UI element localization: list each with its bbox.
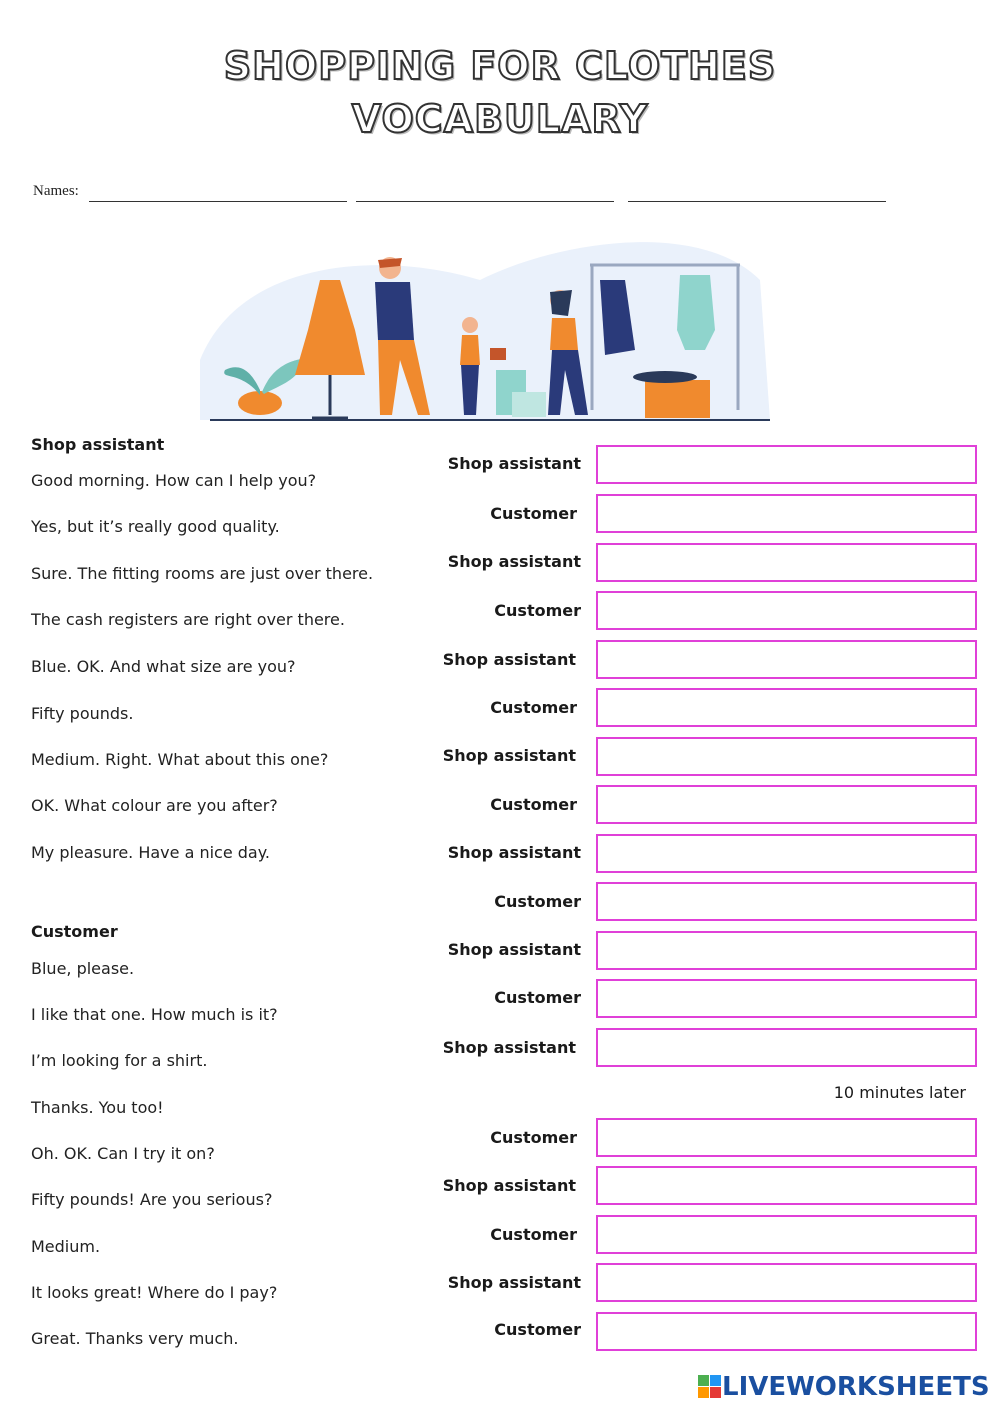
shop-assistant-phrase: Sure. The fitting rooms are just over there.	[31, 564, 374, 583]
dialogue-answer-box[interactable]	[596, 1118, 977, 1157]
name-line-1[interactable]	[89, 201, 347, 202]
names-label: Names:	[33, 183, 79, 199]
shop-assistant-phrase: The cash registers are right over there.	[31, 610, 345, 629]
dialogue-speaker: Shop assistant	[442, 1038, 576, 1057]
dialogue-answer-box[interactable]	[596, 591, 977, 630]
dialogue-answer-box[interactable]	[596, 688, 977, 727]
dialogue-speaker: Customer	[494, 892, 581, 911]
customer-phrase: Great. Thanks very much.	[31, 1329, 239, 1348]
dialogue-answer-box[interactable]	[596, 1215, 977, 1254]
dialogue-speaker: Customer	[494, 601, 581, 620]
shop-assistant-phrase: My pleasure. Have a nice day.	[31, 843, 270, 862]
shop-assistant-phrase: Blue. OK. And what size are you?	[31, 657, 296, 676]
customer-phrase: Thanks. You too!	[31, 1098, 164, 1117]
dialogue-speaker: Customer	[490, 795, 577, 814]
dialogue-speaker: Shop assistant	[447, 940, 581, 959]
dialogue-answer-box[interactable]	[596, 931, 977, 970]
name-line-3[interactable]	[628, 201, 886, 202]
customer-phrase: Fifty pounds! Are you serious?	[31, 1190, 273, 1209]
dialogue-speaker: Customer	[494, 988, 581, 1007]
dialogue-answer-box[interactable]	[596, 494, 977, 533]
dialogue-answer-box[interactable]	[596, 1028, 977, 1067]
customer-phrase: It looks great! Where do I pay?	[31, 1283, 278, 1302]
dialogue-answer-box[interactable]	[596, 1263, 977, 1302]
shop-assistant-phrase: Yes, but it’s really good quality.	[31, 517, 280, 536]
dialogue-speaker: Customer	[490, 698, 577, 717]
worksheet-title-line1: SHOPPING FOR CLOTHES	[223, 44, 777, 88]
shop-assistant-phrase: OK. What colour are you after?	[31, 796, 278, 815]
dialogue-speaker: Shop assistant	[442, 1176, 576, 1195]
liveworksheets-logo	[698, 1372, 990, 1402]
shop-assistant-phrase: Good morning. How can I help you?	[31, 471, 317, 490]
dialogue-answer-box[interactable]	[596, 1166, 977, 1205]
dialogue-answer-box[interactable]	[596, 1312, 977, 1351]
customer-phrase: I’m looking for a shirt.	[31, 1051, 208, 1070]
dialogue-answer-box[interactable]	[596, 979, 977, 1018]
worksheet-title-line2: VOCABULARY	[351, 97, 649, 141]
shop-illustration	[180, 220, 780, 425]
shop-assistant-heading: Shop assistant	[31, 435, 165, 454]
dialogue-answer-box[interactable]	[596, 445, 977, 484]
dialogue-speaker: Shop assistant	[447, 843, 581, 862]
customer-phrase: I like that one. How much is it?	[31, 1005, 278, 1024]
customer-phrase: Medium.	[31, 1237, 101, 1256]
customer-phrase: Blue, please.	[31, 959, 135, 978]
dialogue-answer-box[interactable]	[596, 834, 977, 873]
brand-name: LIVEWORKSHEETS	[722, 1372, 990, 1402]
dialogue-speaker: Shop assistant	[442, 746, 576, 765]
dialogue-speaker: Customer	[490, 504, 577, 523]
shop-assistant-phrase: Medium. Right. What about this one?	[31, 750, 329, 769]
dialogue-answer-box[interactable]	[596, 543, 977, 582]
dialogue-speaker: Shop assistant	[447, 552, 581, 571]
dialogue-answer-box[interactable]	[596, 737, 977, 776]
dialogue-speaker: Shop assistant	[442, 650, 576, 669]
dialogue-speaker: Customer	[490, 1225, 577, 1244]
dialogue-speaker: Shop assistant	[447, 1273, 581, 1292]
dialogue-speaker: Customer	[494, 1320, 581, 1339]
ten-minutes-later-note: 10 minutes later	[833, 1083, 966, 1102]
shop-assistant-phrase: Fifty pounds.	[31, 704, 134, 723]
logo-blocks-icon	[698, 1375, 722, 1399]
dialogue-speaker: Customer	[490, 1128, 577, 1147]
dialogue-answer-box[interactable]	[596, 785, 977, 824]
customer-heading: Customer	[31, 922, 118, 941]
dialogue-answer-box[interactable]	[596, 640, 977, 679]
dialogue-answer-box[interactable]	[596, 882, 977, 921]
dialogue-speaker: Shop assistant	[447, 454, 581, 473]
customer-phrase: Oh. OK. Can I try it on?	[31, 1144, 215, 1163]
name-line-2[interactable]	[356, 201, 614, 202]
